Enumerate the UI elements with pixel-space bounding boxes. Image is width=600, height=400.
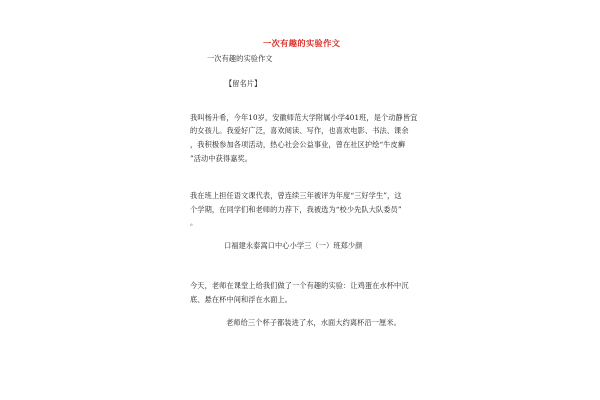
paragraph-line: 今天，老师在课堂上给我们做了一个有趣的实验：让鸡蛋在水杯中沉	[190, 281, 409, 290]
paragraph-line: 我叫杨升希，今年10岁，安徽师范大学附属小学401班，是个动静皆宜	[190, 113, 418, 122]
paragraph-line: ，我积极参加各项活动，热心社会公益事业，曾在社区护绘“牛皮癣	[190, 140, 406, 149]
paragraph-line: 。	[190, 218, 198, 227]
paragraph-line: 底、悬在杯中间和浮在水面上。	[190, 295, 293, 304]
card-label: 【留名片】	[225, 79, 262, 88]
paragraph-line: 我在班上担任语文课代表，曾连续三年被评为年度“三好学生”，这	[190, 191, 402, 200]
school-attribution: 口福建永泰嵩口中心小学三（一）班郑少颜	[224, 241, 363, 250]
document-title: 一次有趣的实验作文	[263, 38, 341, 48]
paragraph-line: ”活动中获得嘉奖。	[190, 154, 253, 163]
paragraph-line: 个学期，在同学们和老师的力荐下，我被选为“校少先队大队委员”	[190, 205, 402, 214]
paragraph-line: 老师给三个杯子都装进了水，水面大约离杯沿一厘米。	[226, 318, 401, 327]
document-subtitle: 一次有趣的实验作文	[207, 54, 273, 63]
paragraph-line: 的女孩儿。我爱好广泛，喜欢阅读、写作，也喜欢电影、书法、课余	[190, 126, 409, 135]
